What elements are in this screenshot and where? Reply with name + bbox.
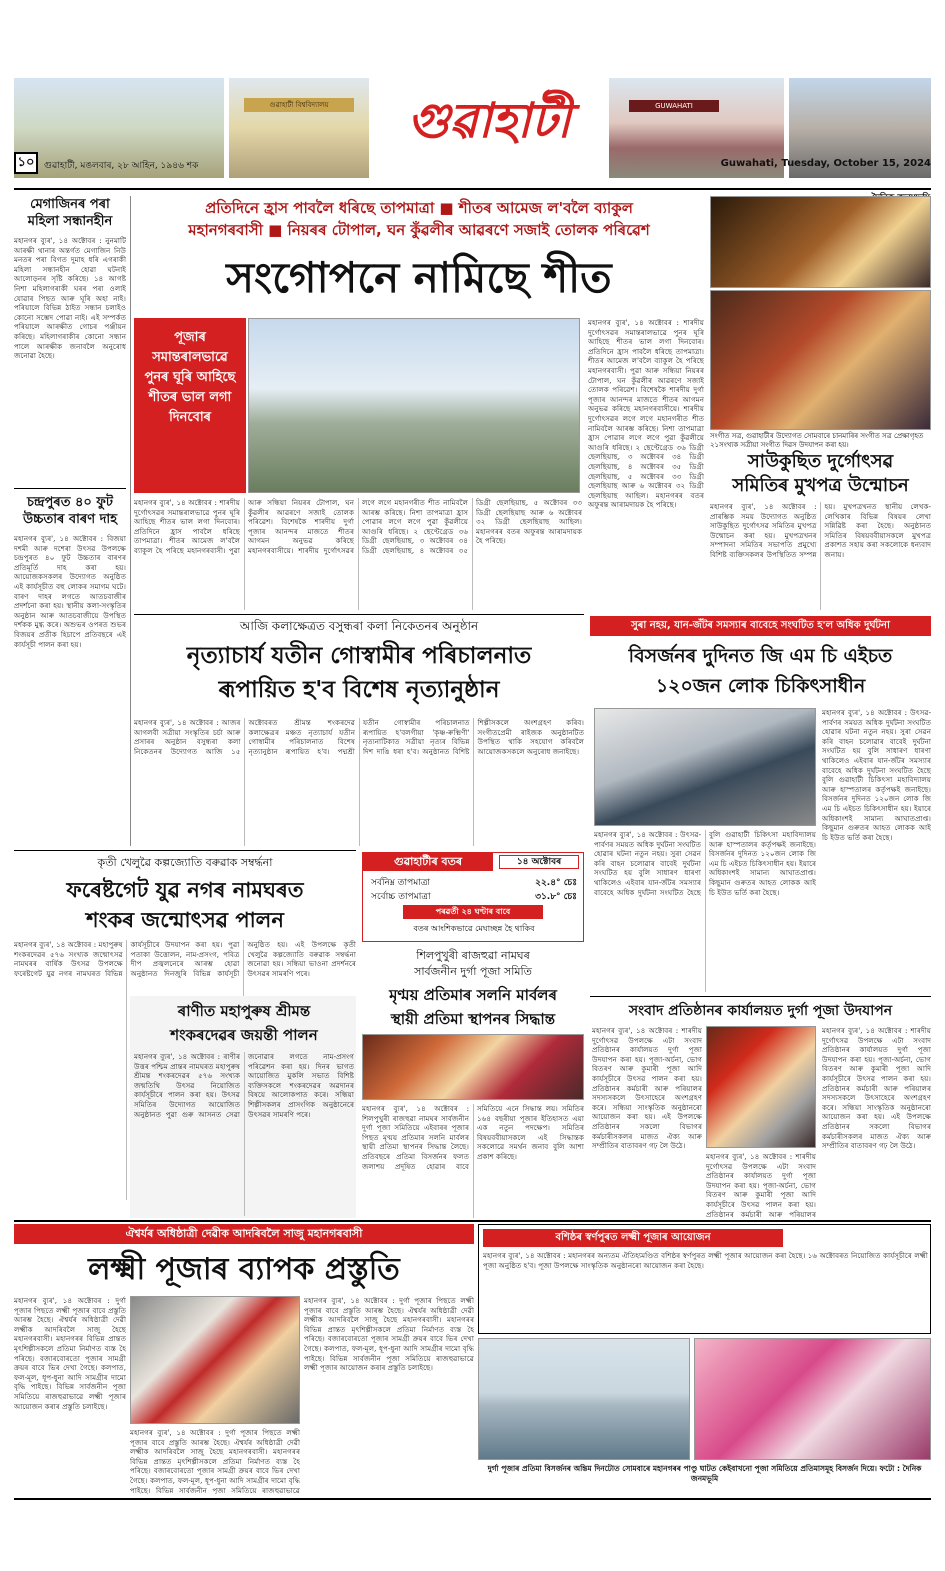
lakshmi-headline: লক্ষ্মী পূজাৰ ব্যাপক প্ৰস্তুতি [88,1252,400,1287]
lakshmi-top-rule [14,1220,931,1222]
shilpukhuri-kicker2: সাৰ্বজনীন দুৰ্গা পূজা সমিতি [414,965,532,978]
lakshmi-body-left: মহানগৰ ব্যুৰ', ১৪ অক্টোবৰ : দুৰ্গা পূজাৰ পিছতে লক্ষ্মী পূজাৰ বাবে প্ৰস্তুতি আৰম্ভ হৈছে। ঐশ্বৰ্যৰ অধিষ্ঠাত্ৰী দেৱী লক্ষ্মীক আদৰিবলৈ সাজু হৈছে মহানগৰবাসী। মহানগৰৰ বিভিন্ন প্ৰান্তত মৃৎশিল্পীসকলে প্ৰতিমা নিৰ্মাণত ব্যস্ত হৈ পৰিছে। বজাৰবোৰতো পূজাৰ সামগ্ৰী ক্ৰয়ৰ বাবে ভিৰ দেখা গৈছে। কলপাত, ফল-মূল, ধূপ-ধুনা আদি সামগ্ৰীৰ দামো বৃদ্ধি পাইছে। বিভিন্ন সাৰ্বজনীন পূজা সমিতিয়ে ৰাজহুৱাভাৱে লক্ষ্মী পূজাৰ আয়োজন কৰাৰ প্ৰস্তুতি চলাইছে। [14,1296,126,1411]
masthead [14,78,931,188]
sambad-body-right: মহানগৰ ব্যুৰ', ১৪ অক্টোবৰ : শাৰদীয় দুৰ্গোৎসৱ উপলক্ষে এটা সংবাদ প্ৰতিষ্ঠানৰ কাৰ্যালয়ত দুৰ্গা পূজা উদযাপন কৰা হয়। পূজা-অৰ্চনা, ভোগ বিতৰণ আৰু কুমাৰী পূজা আদি কাৰ্যসূচীৰে উৎসৱ পালন কৰা হয়। প্ৰতিষ্ঠানৰ কৰ্মচাৰী আৰু পৰিয়ালৰ সদস্যসকলে উৎসাহেৰে অংশগ্ৰহণ কৰে। সন্ধিয়া সাংস্কৃতিক অনুষ্ঠানৰো আয়োজন কৰা হয়। এই উপলক্ষে প্ৰতিষ্ঠানৰ সকলো বিভাগৰ কৰ্মচাৰীসকলৰ মাজত ঐক্য আৰু সম্প্ৰীতিৰ বাতাবৰণ গঢ় লৈ উঠে। [822,1026,931,1151]
lead-city-photo [248,318,580,493]
accident-banner-text: সুৰা নহয়, যান-জঁটৰ সমস্যাৰ বাবেহে সংঘটিত হ'ল অধিক দুৰ্ঘটনা [631,620,890,631]
sambad-top-rule [590,996,931,997]
lead-highlight-box [134,318,246,493]
music-photo-caption: সংগীত সত্ৰ, গুৱাহাটীৰ উদ্যোগত সোমবাৰে চানমাৰিৰ সংগীত সত্ৰ প্ৰেক্ষাগৃহত ২১সংখ্যক সত্ৰীয়া সংগীত দিৱস উদযাপন কৰা হয়। [710,432,924,449]
weather-forecast-label: পৰৱৰ্তী ২৪ ঘণ্টাৰ বাবে [403,905,543,919]
bottom-caption: দুৰ্গা পূজাৰ প্ৰতিমা বিসৰ্জনৰ অন্তিম দিনটোত সোমবাৰে মহানগৰৰ পাণ্ডু ঘাটত কেইবাখনো পূজা সমিতিয়ে প্ৰতিমাসমূহ বিসৰ্জন দিয়ে। ফটো : দৈনিক জনমভূমি [487,1464,922,1483]
bashistha-body: মহানগৰ ব্যুৰ', ১৪ অক্টোবৰ : মহানগৰৰ অন্যতম ঐতিহ্যমণ্ডিত বশিষ্ঠৰ স্বৰ্ণপুৰত লক্ষ্মী পূজাৰ আয়োজন কৰা হৈছে। ১৬ অক্টোবৰত নিয়োজিত কাৰ্যসূচীৰে লক্ষ্মী পূজা অনুষ্ঠিত হ'ব। পূজা উপলক্ষে সাংস্কৃতিক অনুষ্ঠানৰো আয়োজন কৰা হৈছে। [483,1251,928,1270]
music-photo-1 [710,196,931,288]
lakshmi-body-under: মহানগৰ ব্যুৰ', ১৪ অক্টোবৰ : দুৰ্গা পূজাৰ পিছতে লক্ষ্মী পূজাৰ বাবে প্ৰস্তুতি আৰম্ভ হৈছে। ঐশ্বৰ্যৰ অধিষ্ঠাত্ৰী দেৱী লক্ষ্মীক আদৰিবলৈ সাজু হৈছে মহানগৰবাসী। মহানগৰৰ বিভিন্ন প্ৰান্তত মৃৎশিল্পীসকলে প্ৰতিমা নিৰ্মাণত ব্যস্ত হৈ পৰিছে। বজাৰবোৰতো পূজাৰ সামগ্ৰী ক্ৰয়ৰ বাবে ভিৰ দেখা গৈছে। কলপাত, ফল-মূল, ধূপ-ধুনা আদি সামগ্ৰীৰ দামো বৃদ্ধি পাইছে। বিভিন্ন সাৰ্বজনীন পূজা সমিতিয়ে ৰাজহুৱাভাৱে [130,1428,300,1494]
culture-headline1: নৃত্যাচাৰ্য যতীন গোস্বামীৰ পৰিচালনাত [186,643,532,669]
sankritik-body: মহানগৰ ব্যুৰ', ১৪ অক্টোবৰ : প্ৰাৰম্ভিক সময় উদ্যোগত অনুষ্ঠিত সাউকুছিত দুৰ্গোৎসৱ সমিতিৰ মুখপত্ৰ উন্মোচন কৰা হয়। মুখপত্ৰখনৰ সম্পাদনা সমিতিৰ সভাপতি প্ৰমুখ্যে বিশিষ্ট ব্যক্তিসকলৰ উপস্থিতিত সম্পন্ন হয়। মুখপত্ৰখনত স্থানীয় লেখক-লেখিকাৰ বিভিন্ন বিষয়ৰ লেখা সন্নিৱিষ্ট কৰা হৈছে। অনুষ্ঠানত সমিতিৰ বিষয়ববীয়াসকলে মুখপত্ৰ প্ৰকাশত সহায় কৰা সকলোকে ধন্যবাদ জনায়। [710,502,931,559]
lead-body-continued: মহানগৰ ব্যুৰ', ১৪ অক্টোবৰ : শাৰদীয় দুৰ্গোৎসৱৰ সমান্তৰালভাৱে পুনৰ ঘূৰি আহিছে শীতৰ ভাল লগা দিনবোৰ। প্ৰতিদিনে হ্ৰাস পাবলৈ ধৰিছে তাপমাত্ৰা। শীতৰ আমেজ ল'বলৈ ব্যাকুল হৈ পৰিছে মহানগৰবাসী। পুৱা আৰু সন্ধিয়া নিয়ৰৰ টোপাল, ঘন কুঁৱলীৰ আৱৰণে সজাই তোলক পৰিৱেশ। বিশেষকৈ শাৰদীয় দুৰ্গা পূজাৰ আনন্দৰ মাজতে শীতৰ আগমন অনুভৱ কৰিছে মহানগৰবাসীয়ে। শাৰদীয় দুৰ্গোৎসৱৰ লগে লগে মহানগৰীত শীত নামিবলৈ আৰম্ভ কৰিছে। নিশা তাপমাত্ৰা হ্ৰাস পোৱাৰ লগে লগে পুৱা কুঁৱলীয়ে আগুৰি ধৰিছে। ২ ছেণ্টেগ্ৰেড ৩৬ ডিগ্ৰী ছেলছিয়াছ, ৩ অক্টোবৰ ৩৪ ডিগ্ৰী ছেলছিয়াছ, ৪ অক্টোবৰ ৩৫ ডিগ্ৰী ছেলছিয়াছ, ৫ অক্টোবৰ ৩৩ ডিগ্ৰী ছেলছিয়াছ আৰু ৬ অক্টোবৰ ৩২ ডিগ্ৰী ছেলছিয়াছ আছিল। মহানগৰৰ বতৰ অফুৰন্ত আৰামদায়ক হৈ পৰিছে। [588,318,704,510]
lead-body: মহানগৰ ব্যুৰ', ১৪ অক্টোবৰ : শাৰদীয় দুৰ্গোৎসৱৰ সমান্তৰালভাৱে পুনৰ ঘূৰি আহিছে শীতৰ ভাল লগা দিনবোৰ। প্ৰতিদিনে হ্ৰাস পাবলৈ ধৰিছে তাপমাত্ৰা। শীতৰ আমেজ ল'বলৈ ব্যাকুল হৈ পৰিছে মহানগৰবাসী। পুৱা আৰু সন্ধিয়া নিয়ৰৰ টোপাল, ঘন কুঁৱলীৰ আৱৰণে সজাই তোলক পৰিৱেশ। বিশেষকৈ শাৰদীয় দুৰ্গা পূজাৰ আনন্দৰ মাজতে শীতৰ আগমন অনুভৱ কৰিছে মহানগৰবাসীয়ে। শাৰদীয় দুৰ্গোৎসৱৰ লগে লগে মহানগৰীত শীত নামিবলৈ আৰম্ভ কৰিছে। নিশা তাপমাত্ৰা হ্ৰাস পোৱাৰ লগে লগে পুৱা কুঁৱলীয়ে আগুৰি ধৰিছে। ২ ছেণ্টেগ্ৰেড ৩৬ ডিগ্ৰী ছেলছিয়াছ, ৩ অক্টোবৰ ৩৪ ডিগ্ৰী ছেলছিয়াছ, ৪ অক্টোবৰ ৩৫ ডিগ্ৰী ছেলছিয়াছ, ৫ অক্টোবৰ ৩৩ ডিগ্ৰী ছেলছিয়াছ আৰু ৬ অক্টোবৰ ৩২ ডিগ্ৰী ছেলছিয়াছ আছিল। মহানগৰৰ বতৰ অফুৰন্ত আৰামদায়ক হৈ পৰিছে। [134,498,582,555]
immersion-photo [478,1338,690,1460]
celebration-photo [694,1338,931,1460]
bashistha-box [478,1224,931,1334]
weather-title: গুৱাহাটীৰ বতৰ [363,853,493,871]
masthead-logo: গুৱাহাটী [407,93,571,149]
accident-headline2: ১২০জন লোক চিকিৎসাধীন [655,675,866,697]
left-column [14,196,126,846]
page-bottom-rule [14,1498,931,1500]
lakshmi-kicker: ঐশ্বৰ্যৰ অধিষ্ঠাত্ৰী দেৱীক আদৰিবলৈ সাজু মহানগৰবাসী [125,1227,363,1240]
forest-top-rule [14,850,356,851]
accident-banner [590,616,931,636]
srimanta-body: মহানগৰ ব্যুৰ', ১৪ অক্টোবৰ : ৰাণীৰ উত্তৰ পশ্চিম প্ৰান্তৰ নামঘৰত মহাপুৰুষ শ্ৰীমন্ত শংকৰদেৱৰ ৫৭৬ সংখ্যক জন্মতিথি উৎসৱ নিয়োজিত কাৰ্যসূচীৰে পালন কৰা হয়। উৎসৱ সমিতিৰ উদ্যোগত আয়োজিত অনুষ্ঠানত পুৱা গুৰু আসনত সেৱা জনোৱাৰ লগতে নাম-প্ৰসংগ পৰিৱেশন কৰা হয়। দিনৰ ভাগত আয়োজিত মুকলি সভাত বিশিষ্ট ব্যক্তিসকলে শংকৰদেৱৰ অৱদানৰ বিষয়ে আলোকপাত কৰে। সন্ধিয়া শিল্পীসকলৰ প্ৰাসংগিক অনুষ্ঠানেৰে উৎসৱৰ সামৰণি পৰে। [134,1052,354,1119]
culture-headline2: ৰূপায়িত হ'ব বিশেষ নৃত্যানুষ্ঠান [218,677,500,703]
lead-strap-line2: মহানগৰবাসী ■ নিয়ৰৰ টোপাল, ঘন কুঁৱলীৰ আৱৰণে সজাই তোলক পৰিৱেশ [188,221,650,239]
shilpukhuri-headline1: মৃণ্ময় প্ৰতিমাৰ সলনি মাৰ্বলৰ [389,986,557,1004]
lead-highlight-text: পূজাৰ সমান্তৰালভাৱে পুনৰ ঘূৰি আহিছে শীতৰ ভাল লগা দিনবোৰ [144,330,236,425]
accident-photo [594,708,816,826]
dateline-english: Guwahati, Tuesday, October 15, 2024 [720,158,931,169]
weather-forecast-text: বতৰ আংশিকভাৱে মেঘাচ্ছন্ন হৈ থাকিব [413,924,535,933]
masthead-rule [14,188,931,190]
shilpukhuri-body: মহানগৰ ব্যুৰ', ১৪ অক্টোবৰ : শিলপুখুৰী ৰাজহুৱা নামঘৰ সাৰ্বজনীন দুৰ্গা পূজা সমিতিয়ে এইবাৰৰ পূজাৰ পিছত মৃণ্ময় প্ৰতিমাৰ সলনি মাৰ্বলৰ স্থায়ী প্ৰতিমা স্থাপনৰ সিদ্ধান্ত লৈছে। প্ৰতিবছৰে প্ৰতিমা বিসৰ্জনৰ ফলত জলাশয় প্ৰদূষিত হোৱাৰ বাবে সমিতিয়ে এনে সিদ্ধান্ত লয়। সমিতিৰ ১৬৪ বছৰীয়া পূজাৰ ইতিহাসত এয়া এক নতুন পদক্ষেপ। সমিতিৰ বিষয়ববীয়াসকলে এই সিদ্ধান্তক সকলোৱে সমৰ্থন জনাব বুলি আশা প্ৰকাশ কৰিছে। [362,1104,584,1171]
lead-strap-line1: প্ৰতিদিনে হ্ৰাস পাবলৈ ধৰিছে তাপমাত্ৰা ■ শীতৰ আমেজ ল'বলৈ ব্যাকুল [205,199,633,217]
sambad-photo [706,1026,816,1148]
sambad-body-bottom: মহানগৰ ব্যুৰ', ১৪ অক্টোবৰ : শাৰদীয় দুৰ্গোৎসৱ উপলক্ষে এটা সংবাদ প্ৰতিষ্ঠানৰ কাৰ্যালয়ত দুৰ্গা পূজা উদযাপন কৰা হয়। পূজা-অৰ্চনা, ভোগ বিতৰণ আৰু কুমাৰী পূজা আদি কাৰ্যসূচীৰে উৎসৱ পালন কৰা হয়। প্ৰতিষ্ঠানৰ কৰ্মচাৰী আৰু পৰিয়ালৰ [706,1152,816,1218]
sankritik-headline1: সাউকুছিত দুৰ্গোৎসৱ [747,451,894,472]
shilpukhuri-kicker1: শিলপুখুৰী ৰাজহুৱা নামঘৰ [416,949,530,962]
page-number: ১০ [14,152,38,174]
lakshmi-photo [130,1296,300,1424]
weather-box [362,852,584,942]
sambad-body-left: মহানগৰ ব্যুৰ', ১৪ অক্টোবৰ : শাৰদীয় দুৰ্গোৎসৱ উপলক্ষে এটা সংবাদ প্ৰতিষ্ঠানৰ কাৰ্যালয়ত দুৰ্গা পূজা উদযাপন কৰা হয়। পূজা-অৰ্চনা, ভোগ বিতৰণ আৰু কুমাৰী পূজা আদি কাৰ্যসূচীৰে উৎসৱ পালন কৰা হয়। প্ৰতিষ্ঠানৰ কৰ্মচাৰী আৰু পৰিয়ালৰ সদস্যসকলে উৎসাহেৰে অংশগ্ৰহণ কৰে। সন্ধিয়া সাংস্কৃতিক অনুষ্ঠানৰো আয়োজন কৰা হয়। এই উপলক্ষে প্ৰতিষ্ঠানৰ সকলো বিভাগৰ কৰ্মচাৰীসকলৰ মাজত ঐক্য আৰু সম্প্ৰীতিৰ বাতাবৰণ গঢ় লৈ উঠে। [592,1026,702,1151]
left-col-rule [130,196,131,846]
left-divider [14,488,126,489]
dateline-assamese: গুৱাহাটী, মঙলবাৰ, ২৮ আহিন, ১৯৪৬ শক [44,161,199,171]
story1-title: মেগাজিনৰ পৰা মহিলা সন্ধানহীন [27,197,113,229]
shilpukhuri-headline2: স্থায়ী প্ৰতিমা স্থাপনৰ সিদ্ধান্ত [390,1010,556,1028]
accident-headline1: বিসৰ্জনৰ দুদিনত জি এম চি এইচত [628,645,893,667]
shilpukhuri-photo [362,1034,584,1100]
forest-body: মহানগৰ ব্যুৰ', ১৪ অক্টোবৰ : মহাপুৰুষ শংকৰদেৱৰ ৫৭৬ সংখ্যক জন্মোৎসৱ নামঘৰৰ বাৰ্ষিক উৎসৱ উপলক্ষে ফৰেষ্টগেট যুৱ নগৰ নামঘৰত বিভিন্ন কাৰ্যসূচীৰে উদযাপন কৰা হয়। পুৱা পতাকা উত্তোলন, নাম-প্ৰসংগ, পবিত্ৰ দীপ প্ৰজ্বলনেৰে আৰম্ভ হোৱা অনুষ্ঠানত দিনজুৰি বিভিন্ন কাৰ্যসূচী অনুষ্ঠিত হয়। এই উপলক্ষে কৃতী খেলুৱৈ কল্পজ্যোতি বৰুৱাক সম্বৰ্দ্ধনা জনোৱা হয়। সন্ধিয়া ভাওনা প্ৰদৰ্শনৰে উৎসৱৰ সামৰণি পৰে। [14,940,356,978]
lakshmi-kicker-band [14,1224,474,1244]
accident-body: মহানগৰ ব্যুৰ', ১৪ অক্টোবৰ : উৎসৱ-পাৰ্বণৰ সময়ত অধিক দুৰ্ঘটনা সংঘটিত হোৱাৰ ঘটনা নতুন নহয়। সুৰা সেৱন কৰি বাহন চলোৱাৰ বাবেই দুৰ্ঘটনা সংঘটিত হয় বুলি সাধাৰণ ধাৰণা থাকিলেও এইবাৰ যান-জঁটৰ সমস্যাৰ বাবেহে অধিক দুৰ্ঘটনা সংঘটিত হৈছে বুলি গুৱাহাটী চিকিৎসা মহাবিদ্যালয় আৰু হাস্পতালৰ কৰ্তৃপক্ষই জনাইছে। বিসৰ্জনৰ দুদিনত ১২০জন লোক জি এম চি এইচত চিকিৎসাধীন হয়। ইয়াৰে অধিকাংশই সামান্য আঘাতপ্ৰাপ্ত। কিছুমান গুৰুতৰ আহত লোকক আই চি ইউত ভৰ্তি কৰা হৈছে। [594,830,816,897]
weather-max-value: ৩১.৮° চেঃ [535,892,577,902]
forest-kicker: কৃতী খেলুৱৈ কল্পজ্যোতি বৰুৱাক সম্বৰ্দ্ধনা [97,856,273,869]
weather-max-label: সৰ্বোচ্চ তাপমাত্ৰা [371,892,431,902]
culture-top-rule [134,614,584,615]
story2-title: চন্দ্ৰপুৰত ৪০ ফুট উচ্চতাৰ বাৰণ দাহ [22,495,118,527]
forest-headline1: ফৰেষ্টগেট যুৱ নগৰ নামঘৰত [66,878,304,902]
weather-min-label: সৰ্বনিম্ন তাপমাত্ৰা [371,878,431,888]
lead-headline: সংগোপনে নামিছে শীত [226,253,612,302]
weather-date: ১৪ অক্টোবৰ [499,855,579,869]
accident-body-side: মহানগৰ ব্যুৰ', ১৪ অক্টোবৰ : উৎসৱ-পাৰ্বণৰ সময়ত অধিক দুৰ্ঘটনা সংঘটিত হোৱাৰ ঘটনা নতুন নহয়। সুৰা সেৱন কৰি বাহন চলোৱাৰ বাবেই দুৰ্ঘটনা সংঘটিত হয় বুলি সাধাৰণ ধাৰণা থাকিলেও এইবাৰ যান-জঁটৰ সমস্যাৰ বাবেহে অধিক দুৰ্ঘটনা সংঘটিত হৈছে বুলি গুৱাহাটী চিকিৎসা মহাবিদ্যালয় আৰু হাস্পতালৰ কৰ্তৃপক্ষই জনাইছে। বিসৰ্জনৰ দুদিনত ১২০জন লোক জি এম চি এইচত চিকিৎসাধীন হয়। ইয়াৰে অধিকাংশই সামান্য আঘাতপ্ৰাপ্ত। কিছুমান গুৰুতৰ আহত লোকক আই চি ইউত ভৰ্তি কৰা হৈছে। [822,708,931,842]
bashistha-headline: বশিষ্ঠৰ স্বৰ্ণপুৰত লক্ষ্মী পূজাৰ আয়োজন [483,1229,783,1247]
weather-min-value: ২২.৪° চেঃ [535,878,577,888]
station-sign: GUWAHATI [629,100,719,112]
sankritik-headline2: সমিতিৰ মুখপত্ৰ উন্মোচন [732,475,909,496]
culture-body: মহানগৰ ব্যুৰ', ১৪ অক্টোবৰ : আজৰ আগলবী সত্ৰীয়া সংস্কৃতিৰ চৰ্চা আৰু প্ৰসাৰৰ অনুষ্ঠান বসুন্ধৰা কলা নিকেতনৰ উদ্যোগত আজি ১৫ অক্টোবৰত শ্ৰীমন্ত শংকৰদেৱ কলাক্ষেত্ৰৰ মঞ্চত নৃত্যাচাৰ্য যতীন গোস্বামীৰ পৰিচালনাত বিশেষ নৃত্যানুষ্ঠান ৰূপায়িত হ'ব। পদ্মশ্ৰী যতীন গোস্বামীৰ পৰিচালনাত ৰূপায়িত হ'বলগীয়া 'কৃষ্ণ-ৰুক্মিণী' নৃত্যনাটিকাত সত্ৰীয়া নৃত্যৰ বিভিন্ন দিশ দাঙি ধৰা হ'ব। অনুষ্ঠানত বিশিষ্ট শিল্পীসকলে অংশগ্ৰহণ কৰিব। সংগীতপ্ৰেমী ৰাইজক অনুষ্ঠানটিত উপস্থিত থাকি সহযোগ কৰিবলৈ আয়োজকসকলে অনুৰোধ জনাইছে। [134,718,584,756]
srimanta-headline2: শংকৰদেৱৰ জয়ন্তী পালন [170,1026,318,1044]
culture-kicker: আজি কলাক্ষেত্ৰত বসুন্ধৰা কলা নিকেতনৰ অনুষ্ঠান [239,619,479,633]
story2-body: মহানগৰ ব্যুৰ', ১৪ অক্টোবৰ : বিজয়া দশমী আৰু দশেৰা উৎসৱ উপলক্ষে চন্দ্ৰপুৰত ৪০ ফুট উচ্চতাৰ বাৰণৰ প্ৰতিমূৰ্তি দাহ কৰা হয়। আয়োজকসকলৰ উদ্যোগত অনুষ্ঠিত এই কাৰ্যসূচীত বহু লোকৰ সমাগম ঘটে। বাৰণ দাহৰ লগতে আতচবাজীৰ প্ৰদৰ্শনো কৰা হয়। স্থানীয় কলা-সংস্কৃতিৰ অনুষ্ঠান আৰু আতচবাজীয়ে উপস্থিত দৰ্শকক মুগ্ধ কৰে। অশুভৰ ওপৰত শুভৰ বিজয়ৰ প্ৰতীক হিচাপে প্ৰতিবছৰে এই কাৰ্যসূচী পালন কৰা হয়। [14,534,126,649]
srimanta-headline1: ৰাণীত মহাপুৰুষ শ্ৰীমন্ত [177,1002,311,1020]
sambad-headline: সংবাদ প্ৰতিষ্ঠানৰ কাৰ্যালয়ত দুৰ্গা পূজা উদযাপন [628,1003,893,1019]
forest-headline2: শংকৰ জন্মোৎসৱ পালন [86,908,284,932]
music-photo-2 [710,290,931,430]
gate-sign: গুৱাহাটী বিশ্ববিদ্যালয় [244,98,354,112]
story1-body: মহানগৰ ব্যুৰ', ১৪ অক্টোবৰ : নুনমাটি আৰক্ষী থানাৰ অন্তৰ্গত মেগাজিন নিউ মনতৰ পৰা বিগত দুমাহ ধৰি এগৰাকী মহিলা সন্ধানহীন হোৱা ঘটনাই আলোড়নৰ সৃষ্টি কৰিছে। ১৪ আগষ্ট নিশা মহিলাগৰাকী ঘৰৰ পৰা ওলাই যোৱাৰ পিছত আৰু ঘূৰি অহা নাই। পৰিয়ালে বিভিন্ন ঠাইত সন্ধান চলাইও কোনো সম্ভেদ পোৱা নাই। এই সম্পৰ্কত পৰিয়ালে আৰক্ষীত গোচৰ পঞ্জীয়ন কৰিছে। মহিলাগৰাকীৰ কোনো সন্ধান পালে আৰক্ষীক জনাবলৈ অনুৰোধ জনোৱা হৈছে। [14,236,126,361]
lakshmi-body-right: মহানগৰ ব্যুৰ', ১৪ অক্টোবৰ : দুৰ্গা পূজাৰ পিছতে লক্ষ্মী পূজাৰ বাবে প্ৰস্তুতি আৰম্ভ হৈছে। ঐশ্বৰ্যৰ অধিষ্ঠাত্ৰী দেৱী লক্ষ্মীক আদৰিবলৈ সাজু হৈছে মহানগৰবাসী। মহানগৰৰ বিভিন্ন প্ৰান্তত মৃৎশিল্পীসকলে প্ৰতিমা নিৰ্মাণত ব্যস্ত হৈ পৰিছে। বজাৰবোৰতো পূজাৰ সামগ্ৰী ক্ৰয়ৰ বাবে ভিৰ দেখা গৈছে। কলপাত, ফল-মূল, ধূপ-ধুনা আদি সামগ্ৰীৰ দামো বৃদ্ধি পাইছে। বিভিন্ন সাৰ্বজনীন পূজা সমিতিয়ে ৰাজহুৱাভাৱে লক্ষ্মী পূজাৰ আয়োজন কৰাৰ প্ৰস্তুতি চলাইছে। [304,1296,474,1373]
